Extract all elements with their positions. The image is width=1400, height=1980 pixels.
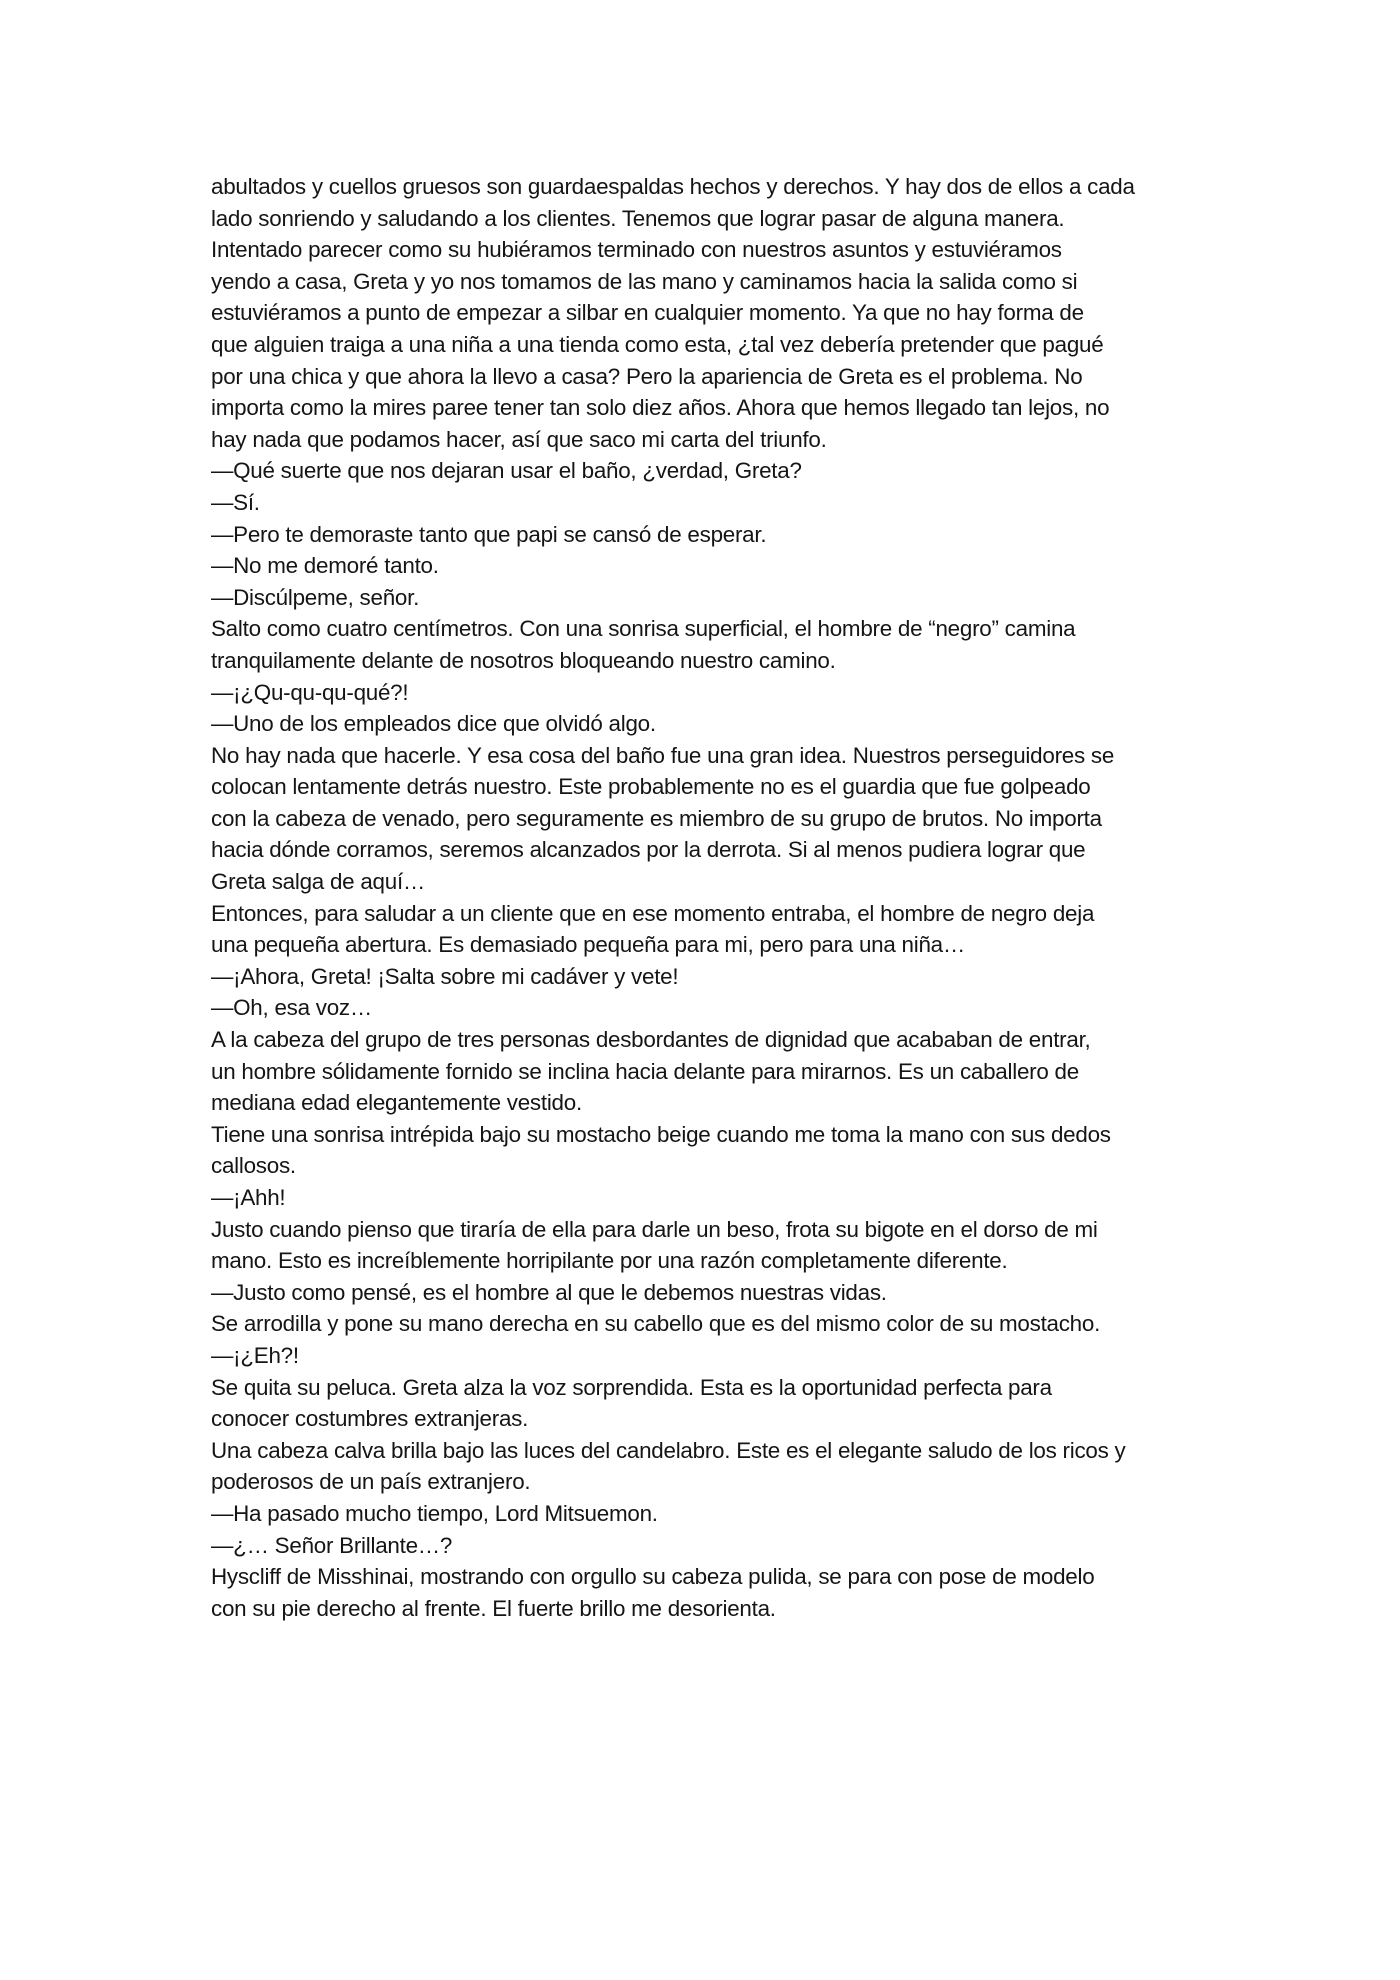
text-line: tranquilamente delante de nosotros bloqueando nuestro camino. <box>211 647 836 673</box>
text-line: callosos. <box>211 1153 296 1179</box>
text-line: —Uno de los empleados dice que olvidó algo. <box>211 711 656 737</box>
text-line: con la cabeza de venado, pero seguramente es miembro de su grupo de brutos. No importa <box>211 805 1102 831</box>
text-line: que alguien traiga a una niña a una tienda como esta, ¿tal vez debería pretender que pagué <box>211 331 1104 357</box>
text-line: hay nada que podamos hacer, así que saco mi carta del triunfo. <box>211 426 827 452</box>
text-line: Salto como cuatro centímetros. Con una sonrisa superficial, el hombre de “negro” camina <box>211 616 1076 642</box>
text-line: —Justo como pensé, es el hombre al que le debemos nuestras vidas. <box>211 1279 887 1305</box>
text-line: Tiene una sonrisa intrépida bajo su mostacho beige cuando me toma la mano con sus dedos <box>211 1121 1111 1147</box>
text-line: —¡Ahh! <box>211 1185 286 1210</box>
text-line: Greta salga de aquí… <box>211 869 426 895</box>
text-line: mano. Esto es increíblemente horripilante por una razón completamente diferente. <box>211 1248 1008 1274</box>
text-line: por una chica y que ahora la llevo a casa? Pero la apariencia de Greta es el problema. No <box>211 363 1083 389</box>
text-line: No hay nada que hacerle. Y esa cosa del baño fue una gran idea. Nuestros perseguidores se <box>211 742 1115 768</box>
text-line: Justo cuando pienso que tiraría de ella para darle un beso, frota su bigote en el dorso de mi <box>211 1216 1098 1242</box>
text-line: —No me demoré tanto. <box>211 553 439 579</box>
text-line: lado sonriendo y saludando a los clientes. Tenemos que lograr pasar de alguna manera. <box>211 205 1065 231</box>
text-line: con su pie derecho al frente. El fuerte brillo me desorienta. <box>211 1595 776 1621</box>
text-line: Una cabeza calva brilla bajo las luces del candelabro. Este es el elegante saludo de los ricos y <box>211 1437 1126 1463</box>
text-line: Se quita su peluca. Greta alza la voz sorprendida. Esta es la oportunidad perfecta para <box>211 1374 1052 1400</box>
text-line: estuviéramos a punto de empezar a silbar en cualquier momento. Ya que no hay forma de <box>211 300 1084 326</box>
text-line: —Discúlpeme, señor. <box>211 584 420 610</box>
body-text <box>211 171 1201 1624</box>
text-line: —¿… Señor Brillante…? <box>211 1532 453 1558</box>
text-line: —Ha pasado mucho tiempo, Lord Mitsuemon. <box>211 1500 658 1526</box>
text-line: —Pero te demoraste tanto que papi se cansó de esperar. <box>211 521 767 547</box>
text-line: Hyscliff de Misshinai, mostrando con orgullo su cabeza pulida, se para con pose de modelo <box>211 1564 1095 1590</box>
text-line: Se arrodilla y pone su mano derecha en su cabello que es del mismo color de su mostacho. <box>211 1311 1101 1337</box>
text-line: Intentado parecer como su hubiéramos terminado con nuestros asuntos y estuviéramos <box>211 237 1062 263</box>
text-line: un hombre sólidamente fornido se inclina hacia delante para mirarnos. Es un caballero de <box>211 1058 1079 1084</box>
text-line: abultados y cuellos gruesos son guardaespaldas hechos y derechos. Y hay dos de ellos a cada <box>211 174 1135 199</box>
text-line: —¡Ahora, Greta! ¡Salta sobre mi cadáver y vete! <box>211 963 679 989</box>
text-line: —Qué suerte que nos dejaran usar el baño, ¿verdad, Greta? <box>211 458 802 484</box>
text-line: una pequeña abertura. Es demasiado pequeña para mi, pero para una niña… <box>211 932 966 958</box>
text-line: poderosos de un país extranjero. <box>211 1469 531 1495</box>
text-line: colocan lentamente detrás nuestro. Este probablemente no es el guardia que fue golpeado <box>211 774 1091 800</box>
text-line: —¡¿Qu-qu-qu-qué?! <box>211 679 409 705</box>
text-line: A la cabeza del grupo de tres personas desbordantes de dignidad que acababan de entrar, <box>211 1027 1091 1053</box>
text-line: yendo a casa, Greta y yo nos tomamos de las mano y caminamos hacia la salida como si <box>211 268 1078 294</box>
text-line: hacia dónde corramos, seremos alcanzados por la derrota. Si al menos pudiera lograr que <box>211 837 1086 863</box>
text-line: conocer costumbres extranjeras. <box>211 1406 529 1432</box>
text-line: mediana edad elegantemente vestido. <box>211 1090 582 1116</box>
text-line: Entonces, para saludar a un cliente que en ese momento entraba, el hombre de negro deja <box>211 900 1095 926</box>
text-line: importa como la mires paree tener tan solo diez años. Ahora que hemos llegado tan lejos, no <box>211 395 1110 421</box>
text-line: —¡¿Eh?! <box>211 1342 299 1368</box>
text-line: —Oh, esa voz… <box>211 995 373 1021</box>
text-line: —Sí. <box>211 489 260 515</box>
